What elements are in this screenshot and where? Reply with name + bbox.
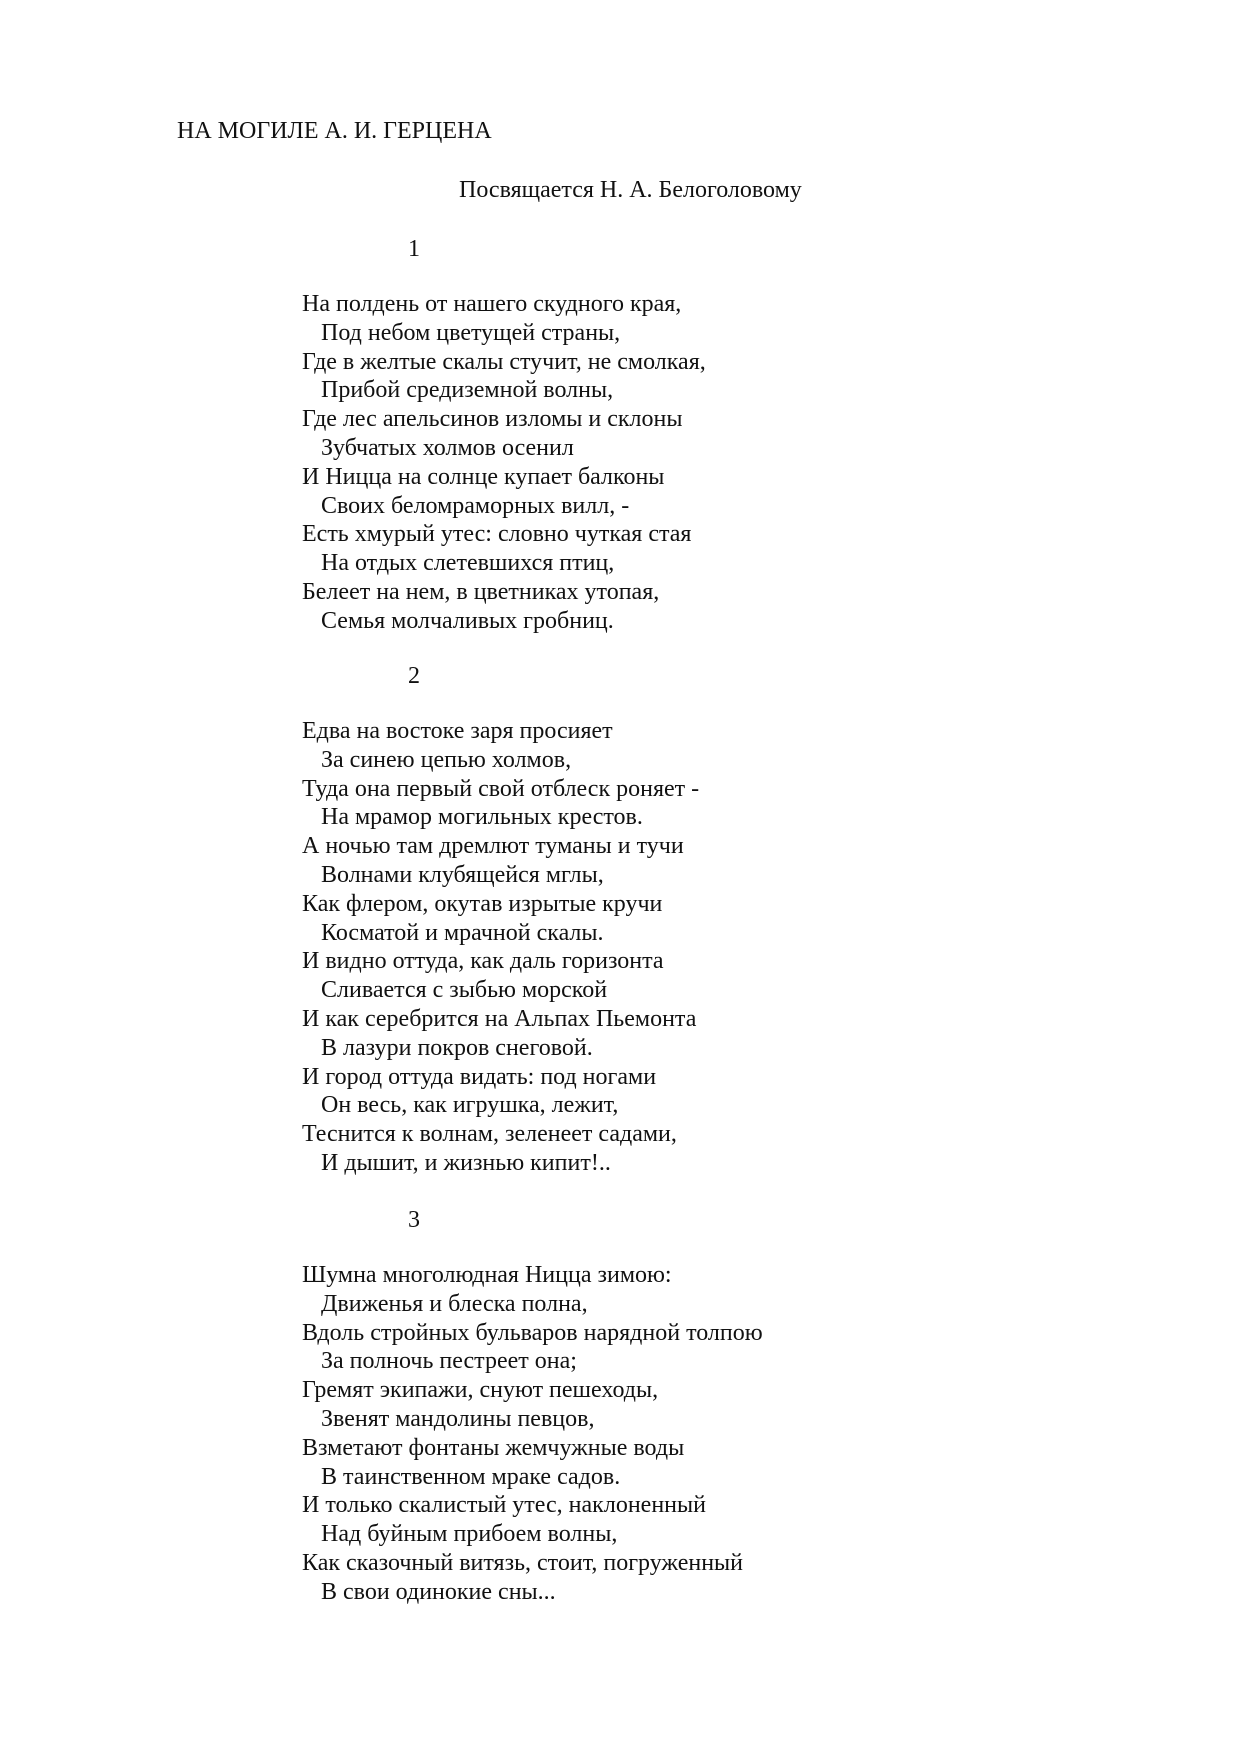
poem-line: Как сказочный витязь, стоит, погруженный	[302, 1549, 743, 1576]
poem-line: Где в желтые скалы стучит, не смолкая,	[302, 348, 706, 375]
section-number-2: 2	[408, 663, 420, 689]
poem-line: Косматой и мрачной скалы.	[321, 919, 604, 946]
poem-dedication: Посвящается Н. А. Белоголовому	[459, 177, 802, 203]
poem-line: И только скалистый утес, наклоненный	[302, 1492, 706, 1519]
poem-line: И Ницца на солнце купает балконы	[302, 463, 665, 490]
poem-line: Под небом цветущей страны,	[321, 319, 621, 346]
poem-line: И город оттуда видать: под ногами	[302, 1063, 657, 1090]
stanza-1	[302, 290, 706, 636]
poem-line: За синею цепью холмов,	[321, 746, 572, 773]
poem-line: Зубчатых холмов осенил	[321, 434, 574, 461]
poem-line: Своих беломраморных вилл, -	[321, 492, 630, 519]
section-number-3: 3	[408, 1207, 420, 1233]
poem-line: И как серебрится на Альпах Пьемонта	[302, 1005, 697, 1032]
stanza-3	[302, 1261, 763, 1607]
poem-line: Как флером, окутав изрытые кручи	[302, 890, 663, 917]
poem-line: Движенья и блеска полна,	[321, 1290, 588, 1317]
poem-line: Есть хмурый утес: словно чуткая стая	[302, 521, 692, 548]
poem-line: На отдых слетевшихся птиц,	[321, 550, 615, 577]
poem-line: Он весь, как игрушка, лежит,	[321, 1092, 619, 1119]
poem-line: Взметают фонтаны жемчужные воды	[302, 1434, 685, 1461]
poem-line: Прибой средиземной волны,	[321, 377, 614, 404]
poem-line: Шумна многолюдная Ницца зимою:	[302, 1262, 672, 1288]
stanza-2	[302, 717, 699, 1178]
poem-line: Волнами клубящейся мглы,	[321, 861, 604, 888]
poem-title: НА МОГИЛЕ А. И. ГЕРЦЕНА	[177, 118, 492, 144]
poem-line: Теснится к волнам, зеленеет садами,	[302, 1121, 677, 1148]
section-number-1: 1	[408, 236, 420, 262]
poem-line: Звенят мандолины певцов,	[321, 1405, 595, 1432]
poem-line: А ночью там дремлют туманы и тучи	[302, 833, 684, 860]
poem-line: На полдень от нашего скудного края,	[302, 291, 682, 317]
poem-line: Туда она первый свой отблеск роняет -	[302, 775, 700, 802]
poem-line: Семья молчаливых гробниц.	[321, 607, 614, 634]
poem-line: Гремят экипажи, снуют пешеходы,	[302, 1377, 659, 1404]
poem-line: Сливается с зыбью морской	[321, 977, 608, 1004]
poem-line: Едва на востоке заря просияет	[302, 718, 613, 744]
poem-line: Белеет на нем, в цветниках утопая,	[302, 578, 660, 605]
poem-line: Где лес апельсинов изломы и склоны	[302, 406, 683, 433]
poem-line: В свои одинокие сны...	[321, 1578, 556, 1605]
poem-line: Над буйным прибоем волны,	[321, 1521, 618, 1548]
poem-line: Вдоль стройных бульваров нарядной толпою	[302, 1319, 763, 1346]
poem-line: За полночь пестреет она;	[321, 1348, 577, 1375]
poem-line: И дышит, и жизнью кипит!..	[321, 1149, 611, 1176]
poem-line: В лазури покров снеговой.	[321, 1034, 593, 1061]
poem-line: На мрамор могильных крестов.	[321, 804, 643, 831]
poem-line: В таинственном мраке садов.	[321, 1463, 621, 1490]
poem-line: И видно оттуда, как даль горизонта	[302, 948, 664, 975]
